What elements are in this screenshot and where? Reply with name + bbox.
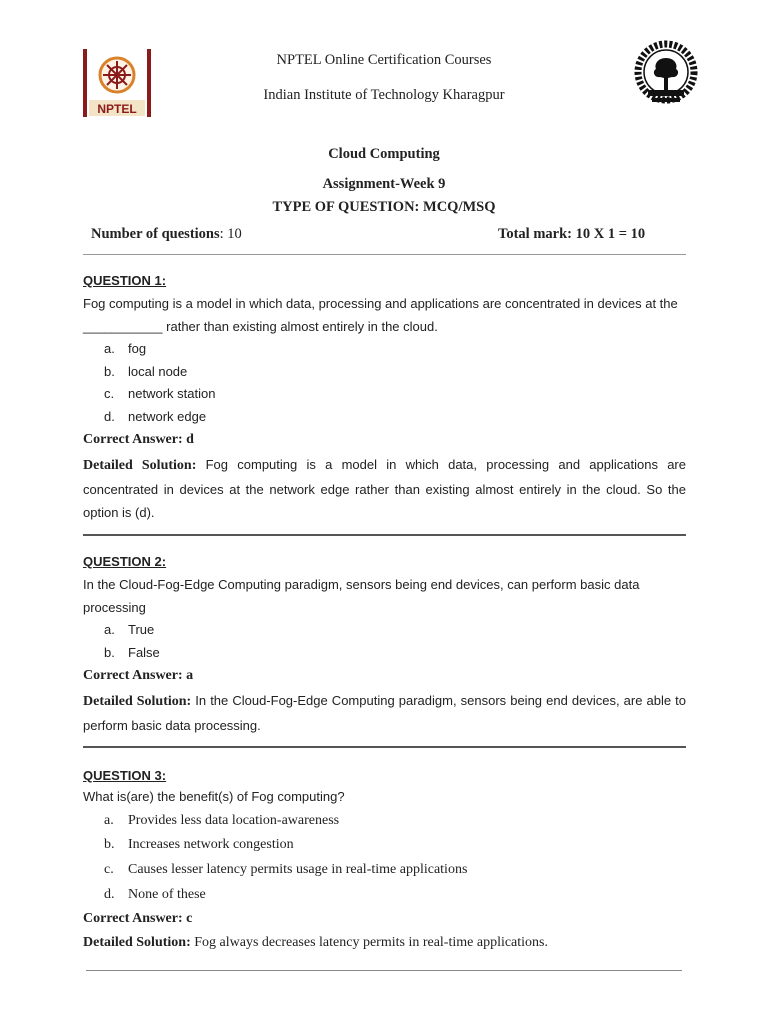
solution-label: Detailed Solution:	[83, 458, 197, 473]
option-d: d. network edge	[104, 408, 207, 424]
question-block-3	[83, 767, 686, 955]
divider	[83, 534, 686, 536]
question-title: QUESTION 1:	[83, 273, 167, 288]
divider	[83, 254, 686, 255]
option-b: b. local node	[104, 363, 188, 379]
option-b: b. Increases network congestion	[104, 837, 294, 853]
course-title: Cloud Computing	[328, 146, 440, 162]
number-of-questions	[91, 226, 242, 243]
correct-answer: Correct Answer: a	[83, 668, 194, 683]
detailed-solution	[83, 689, 686, 737]
num-questions-value: : 10	[219, 226, 242, 242]
question-title: QUESTION 3:	[83, 768, 167, 783]
detailed-solution	[83, 453, 686, 525]
header-institution-line2: Indian Institute of Technology Kharagpur	[263, 87, 505, 103]
option-a: a. fog	[104, 341, 147, 356]
option-d: d. None of these	[104, 886, 206, 902]
correct-answer: Correct Answer: c	[83, 911, 193, 927]
detailed-solution	[83, 931, 686, 955]
question-text: Fog computing is a model in which data, processing and applications are concentrated in devices at the ___________ rather than existing almost entirely in the cloud.	[83, 296, 678, 334]
question-title: QUESTION 2:	[83, 554, 167, 569]
solution-text: In the Cloud-Fog-Edge Computing paradigm, sensors being end devices, are able to perform basic data processing.	[83, 693, 687, 733]
header-institution-line1: NPTEL Online Certification Courses	[276, 52, 492, 68]
option-list	[83, 338, 686, 428]
option-list	[83, 619, 686, 664]
assignment-title: Assignment-Week 9	[322, 176, 446, 192]
solution-text: Fog computing is a model in which data, processing and applications are concentrated in devices at the network edge rather than existing almost entirely in the cloud. So the option is (d).	[83, 457, 686, 520]
question-text: What is(are) the benefit(s) of Fog computing?	[83, 789, 345, 804]
question-text: In the Cloud-Fog-Edge Computing paradigm, sensors being end devices, can perform basic data processing	[83, 577, 640, 615]
solution-label: Detailed Solution:	[83, 694, 192, 709]
question-block-2	[83, 553, 686, 737]
num-questions-label: Number of questions	[91, 226, 220, 242]
solution-label: Detailed Solution:	[83, 935, 191, 951]
nptel-logo-text: NPTEL	[97, 102, 137, 116]
correct-answer: Correct Answer: d	[83, 432, 194, 447]
option-a: a. Provides less data location-awareness	[104, 812, 340, 828]
option-c: c. network station	[104, 386, 216, 401]
option-list	[83, 809, 686, 908]
option-b: b. False	[104, 644, 160, 660]
option-a: a. True	[104, 622, 155, 637]
question-type: TYPE OF QUESTION: MCQ/MSQ	[272, 199, 496, 215]
divider	[86, 970, 682, 971]
option-c: c. Causes lesser latency permits usage in real-time applications	[104, 861, 468, 877]
question-block-1	[83, 272, 686, 525]
divider	[83, 746, 686, 748]
total-mark: Total mark: 10 X 1 = 10	[498, 226, 646, 242]
solution-text: Fog always decreases latency permits in real-time applications.	[190, 935, 549, 951]
